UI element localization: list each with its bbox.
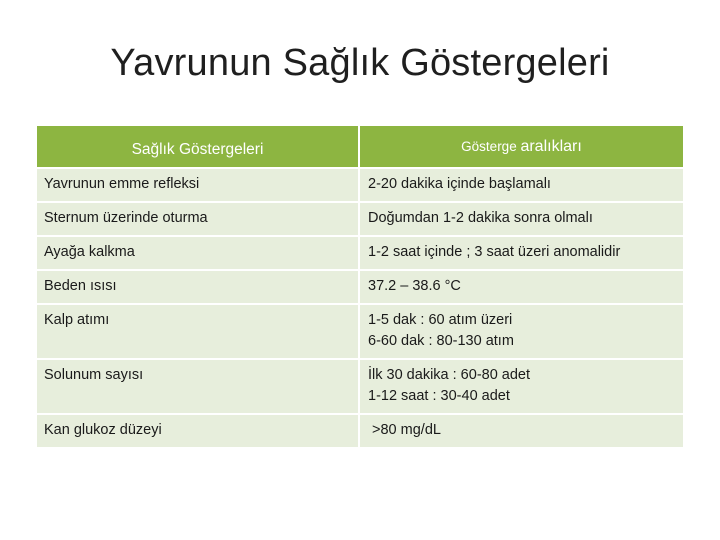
slide-title: Yavrunun Sağlık Göstergeleri	[110, 42, 610, 84]
indicator-cell: Solunum sayısı	[37, 359, 359, 414]
range-cell	[359, 236, 683, 270]
range-line: 1-12 saat : 30-40 adet	[368, 388, 510, 404]
range-line: Doğumdan 1-2 dakika sonra olmalı	[368, 210, 593, 226]
range-cell	[359, 359, 683, 414]
indicator-cell: Ayağa kalkma	[37, 236, 359, 270]
range-line: 37.2 – 38.6 °C	[368, 278, 461, 294]
indicator-cell: Sternum üzerinde oturma	[37, 202, 359, 236]
range-line: 1-2 saat içinde ; 3 saat üzeri anomalidir	[368, 244, 621, 260]
table-header-row	[37, 126, 683, 168]
range-cell	[359, 202, 683, 236]
table-row	[37, 270, 683, 304]
header-indicator: Sağlık Göstergeleri	[37, 126, 359, 168]
table-row	[37, 202, 683, 236]
range-line: >80 mg/dL	[368, 422, 441, 438]
header-range-prefix: Gösterge	[461, 138, 521, 154]
range-cell	[359, 270, 683, 304]
indicator-cell: Kan glukoz düzeyi	[37, 414, 359, 448]
indicator-cell: Kalp atımı	[37, 304, 359, 359]
range-cell	[359, 168, 683, 202]
table-row	[37, 359, 683, 414]
health-indicators-table	[37, 126, 683, 449]
table-row	[37, 236, 683, 270]
range-line: 1-5 dak : 60 atım üzeri	[368, 312, 513, 328]
indicator-cell: Beden ısısı	[37, 270, 359, 304]
header-range-suffix: aralıkları	[520, 137, 582, 155]
range-cell	[359, 414, 683, 448]
header-range	[359, 126, 683, 168]
indicator-cell: Yavrunun emme refleksi	[37, 168, 359, 202]
range-line: 2-20 dakika içinde başlamalı	[368, 176, 551, 192]
table-row	[37, 414, 683, 448]
table-row	[37, 304, 683, 359]
table-row	[37, 168, 683, 202]
range-cell	[359, 304, 683, 359]
range-line: 6-60 dak : 80-130 atım	[368, 333, 514, 349]
range-line: İlk 30 dakika : 60-80 adet	[368, 367, 531, 383]
